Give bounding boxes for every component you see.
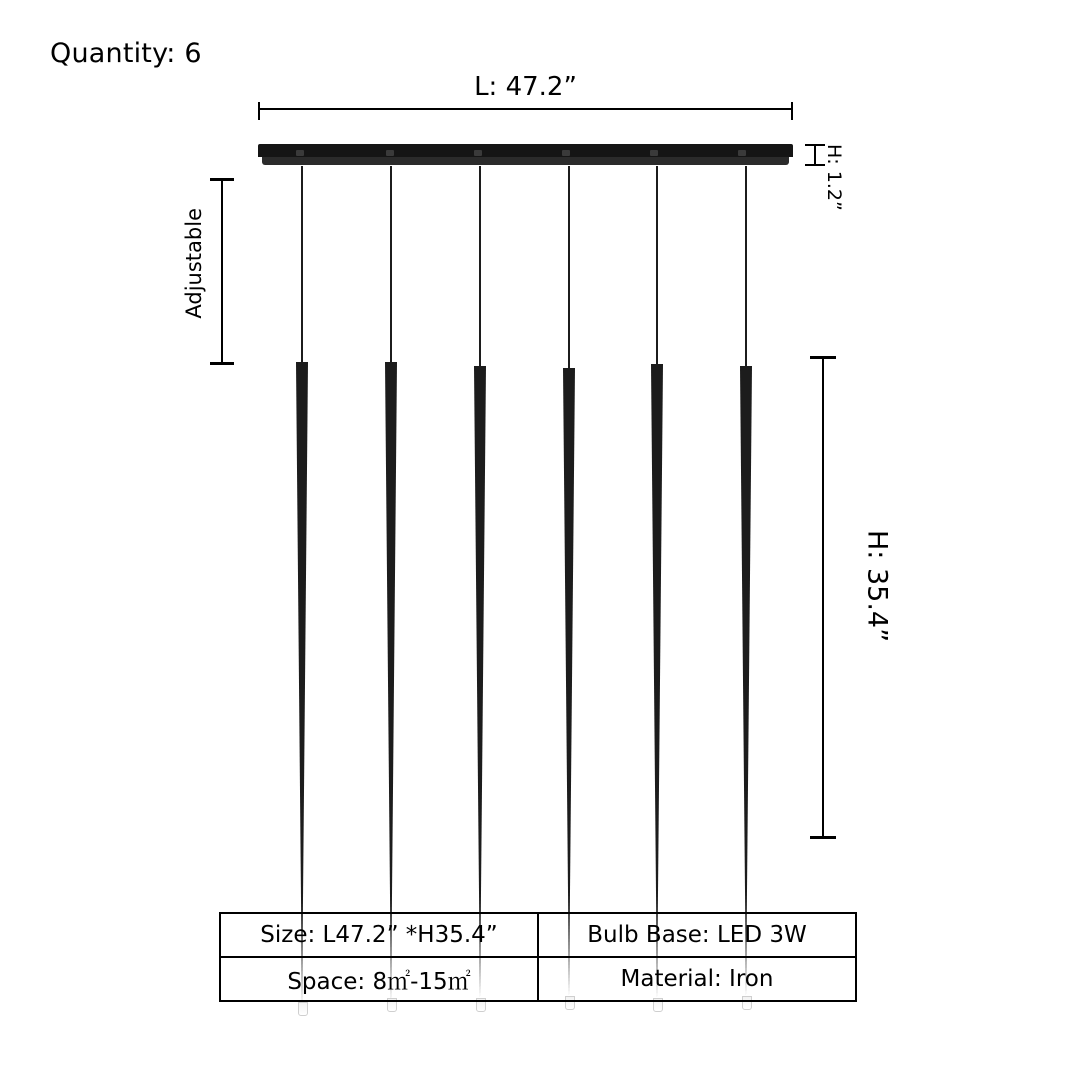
adjustable-dimension [210, 178, 234, 365]
canopy-mount [650, 150, 658, 156]
drop-height-bottom-cap [810, 836, 836, 839]
spec-bulb-base: Bulb Base: LED 3W [538, 913, 856, 957]
canopy-bar-bottom [262, 157, 789, 165]
canopy-mount [738, 150, 746, 156]
pendant-cord [745, 166, 747, 366]
pendant-rod [563, 368, 575, 996]
length-dimension-text: L: 47.2” [464, 72, 587, 102]
canopy-height-label: H: 1.2” [823, 144, 845, 211]
quantity-label: Quantity: 6 [50, 38, 202, 69]
canopy-height-bottom-cap [805, 164, 825, 166]
canopy-mount [474, 150, 482, 156]
spec-space: Space: 8㎡-15㎡ [220, 957, 538, 1001]
pendant-rod [296, 362, 308, 1006]
drop-height-dimension [810, 356, 836, 839]
adjustable-bottom-cap [210, 362, 234, 365]
drop-height-label: H: 35.4” [861, 530, 893, 643]
pendant-rod [385, 362, 397, 1002]
table-row [220, 913, 856, 957]
drop-height-line [822, 356, 824, 839]
pendant-tip [298, 1002, 308, 1016]
pendant-cord [479, 166, 481, 366]
canopy-bar [258, 144, 793, 166]
canopy-mount [562, 150, 570, 156]
adjustable-line [221, 178, 223, 365]
adjustable-label: Adjustable [182, 208, 206, 319]
canopy-height-line [814, 144, 816, 166]
canopy-mount [386, 150, 394, 156]
pendant-cord [568, 166, 570, 368]
length-dimension [258, 72, 793, 120]
pendant-rod [651, 364, 663, 998]
length-dimension-line [258, 108, 793, 110]
pendant-rod [474, 366, 486, 998]
pendant-cord [656, 166, 658, 364]
pendant-cord [390, 166, 392, 362]
pendant-cord [301, 166, 303, 362]
table-row [220, 957, 856, 1001]
pendant-rod [740, 366, 752, 996]
spec-material: Material: Iron [538, 957, 856, 1001]
spec-table [219, 912, 857, 1002]
spec-size: Size: L47.2” *H35.4” [220, 913, 538, 957]
length-dimension-label [258, 72, 793, 102]
canopy-height-dimension [805, 144, 825, 166]
canopy-mount [296, 150, 304, 156]
canopy-bar-top [258, 144, 793, 157]
